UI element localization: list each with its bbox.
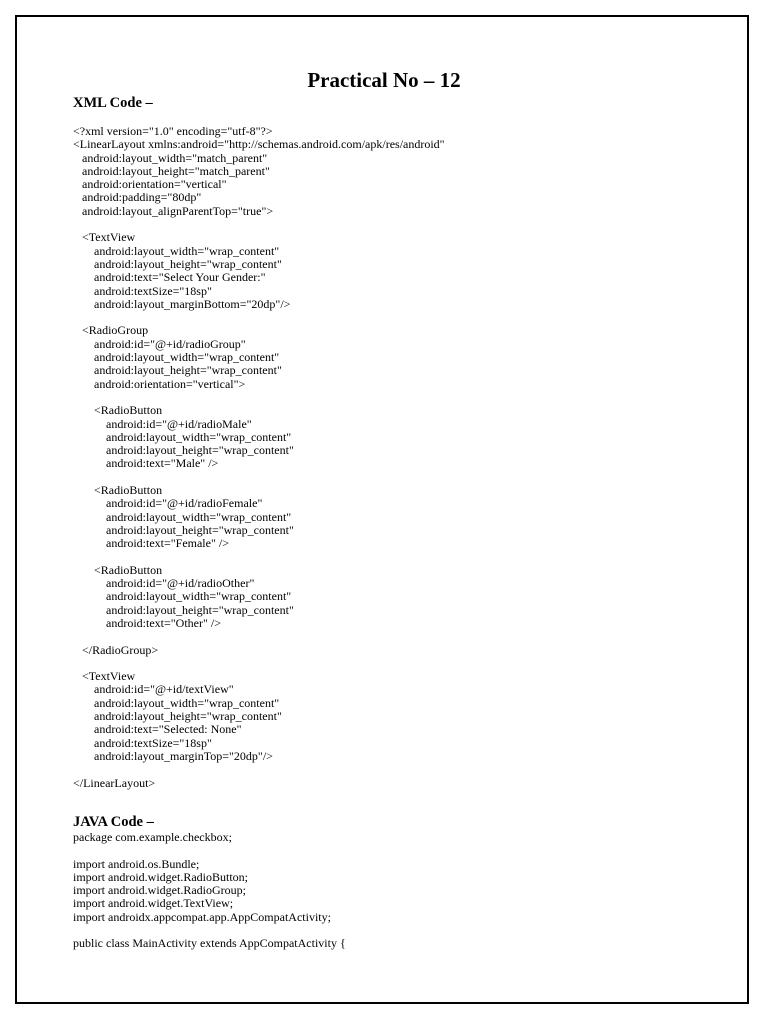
code-line: android:text="Other" /> [73, 615, 221, 630]
code-line: android:orientation="vertical"> [73, 376, 246, 391]
code-line [73, 924, 346, 937]
code-line: android:layout_width="wrap_content" [73, 243, 280, 258]
code-line: android:textSize="18sp" [73, 283, 212, 298]
code-line [73, 391, 445, 404]
code-line: android:id="@+id/radioFemale" [73, 496, 263, 511]
code-line: android:id="@+id/radioGroup" [73, 336, 246, 351]
code-line: android:text="Select Your Gender:" [73, 270, 266, 285]
code-line: android:id="@+id/radioOther" [73, 576, 255, 591]
code-line: android:layout_height="wrap_content" [73, 256, 282, 271]
code-line: </RadioGroup> [73, 642, 159, 657]
code-line: public class MainActivity extends AppCompatActivity { [73, 936, 346, 951]
code-line: import android.widget.TextView; [73, 896, 234, 911]
code-line: android:text="Female" /> [73, 536, 229, 551]
code-line [73, 844, 346, 857]
xml-code-heading: XML Code – [73, 95, 153, 111]
code-line: android:layout_width="wrap_content" [73, 429, 292, 444]
code-line: <?xml version="1.0" encoding="utf-8"?> [73, 124, 273, 138]
code-line: android:layout_width="wrap_content" [73, 509, 292, 524]
code-line: <TextView [73, 230, 136, 245]
code-line: android:layout_marginTop="20dp"/> [73, 748, 273, 763]
code-line [73, 218, 445, 231]
code-line: android:layout_height="wrap_content" [73, 522, 294, 537]
code-line: <LinearLayout xmlns:android="http://schemas.android.com/apk/res/android" [73, 137, 445, 152]
code-line: android:layout_width="wrap_content" [73, 350, 280, 365]
code-line: import androidx.appcompat.app.AppCompatActivity; [73, 909, 331, 924]
code-line: android:id="@+id/textView" [73, 682, 234, 697]
code-line [73, 630, 445, 643]
code-line: android:textSize="18sp" [73, 735, 212, 750]
java-code-heading: JAVA Code – [73, 814, 154, 830]
code-line [73, 657, 445, 670]
code-line: android:layout_height="wrap_content" [73, 363, 282, 378]
code-line: android:layout_height="wrap_content" [73, 709, 282, 724]
page-title: Practical No – 12 [307, 68, 461, 92]
xml-code-block [73, 125, 445, 790]
code-line: import android.widget.RadioGroup; [73, 883, 246, 898]
code-line: android:layout_width="match_parent" [73, 150, 268, 165]
code-line: android:layout_height="match_parent" [73, 163, 270, 178]
code-line: android:id="@+id/radioMale" [73, 416, 252, 431]
code-line [73, 551, 445, 564]
code-line: android:layout_marginBottom="20dp"/> [73, 296, 291, 311]
code-line [73, 471, 445, 484]
code-line: android:layout_width="wrap_content" [73, 695, 280, 710]
code-line: android:layout_height="wrap_content" [73, 602, 294, 617]
code-line: <TextView [73, 669, 136, 684]
code-line: </LinearLayout> [73, 775, 156, 790]
code-line: <RadioGroup [73, 323, 149, 338]
code-line: android:orientation="vertical" [73, 177, 227, 192]
code-line: android:layout_height="wrap_content" [73, 443, 294, 458]
code-line: android:text="Selected: None" [73, 722, 242, 737]
code-line: import android.os.Bundle; [73, 856, 200, 871]
java-code-block [73, 831, 346, 951]
code-line: <RadioButton [73, 562, 163, 577]
code-line: <RadioButton [73, 483, 163, 498]
code-line: <RadioButton [73, 403, 163, 418]
code-line: package com.example.checkbox; [73, 830, 232, 844]
code-line: import android.widget.RadioButton; [73, 869, 248, 884]
code-line: android:layout_alignParentTop="true"> [73, 203, 274, 218]
code-line: android:layout_width="wrap_content" [73, 589, 292, 604]
code-line: android:text="Male" /> [73, 456, 219, 471]
code-line: android:padding="80dp" [73, 190, 202, 205]
code-line [73, 763, 445, 776]
code-line [73, 311, 445, 324]
